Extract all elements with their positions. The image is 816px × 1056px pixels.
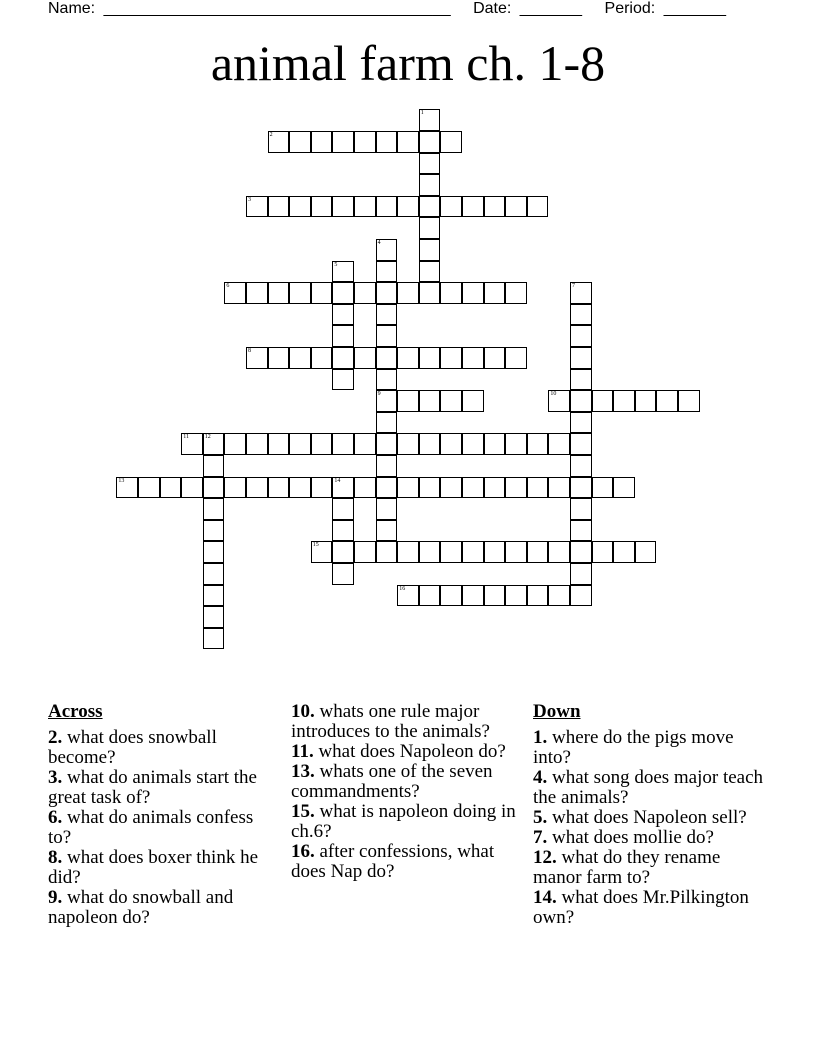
down-clue: [533, 728, 773, 768]
grid-cell[interactable]: [311, 196, 333, 218]
clue-number: 10: [550, 391, 557, 398]
clue-number: 12.: [533, 847, 557, 868]
grid-cell[interactable]: [505, 196, 527, 218]
clue-number: 14: [334, 477, 341, 484]
date-line[interactable]: _______: [519, 0, 583, 17]
grid-cell[interactable]: [419, 390, 441, 412]
grid-cell[interactable]: [268, 433, 290, 455]
grid-cell[interactable]: [462, 477, 484, 499]
clue-number: 12: [204, 434, 211, 441]
grid-cell[interactable]: [570, 369, 592, 391]
grid-cell[interactable]: [354, 131, 376, 153]
grid-cell[interactable]: [376, 477, 398, 499]
grid-cell[interactable]: [160, 477, 182, 499]
grid-cell[interactable]: [505, 347, 527, 369]
down-clue: [533, 828, 773, 848]
clue-number: 16: [399, 585, 406, 592]
grid-cell[interactable]: [397, 196, 419, 218]
clue-number: 8.: [48, 847, 63, 868]
across-clue: [291, 762, 516, 802]
clue-text: what song does major teach the animals?: [533, 767, 764, 808]
clue-number: 4: [377, 240, 381, 246]
grid-cell[interactable]: [419, 153, 441, 175]
grid-cell[interactable]: [570, 390, 592, 412]
clue-text: what does Napoleon do?: [313, 741, 506, 762]
clue-number: 13.: [291, 761, 315, 782]
grid-cell[interactable]: [203, 455, 225, 477]
grid-cell[interactable]: [203, 477, 225, 499]
grid-cell[interactable]: [440, 390, 462, 412]
grid-cell[interactable]: [311, 282, 333, 304]
grid-cell[interactable]: [268, 477, 290, 499]
clue-text: what does mollie do?: [547, 827, 714, 848]
grid-cell[interactable]: [332, 369, 354, 391]
grid-cell[interactable]: [376, 325, 398, 347]
clue-number: 6: [226, 283, 230, 290]
grid-cell[interactable]: [203, 563, 225, 585]
grid-cell[interactable]: [376, 498, 398, 520]
grid-cell[interactable]: [268, 131, 290, 153]
grid-cell[interactable]: [440, 585, 462, 607]
grid-cell[interactable]: [548, 477, 570, 499]
grid-cell[interactable]: [181, 433, 203, 455]
across-clues-col-2: [291, 702, 516, 882]
grid-cell[interactable]: [246, 477, 268, 499]
grid-cell[interactable]: [548, 390, 570, 412]
grid-cell[interactable]: [527, 196, 549, 218]
clue-text: what do animals start the great task of?: [48, 767, 257, 808]
grid-cell[interactable]: [376, 433, 398, 455]
grid-cell[interactable]: [376, 131, 398, 153]
clue-number: 8: [248, 348, 251, 354]
grid-cell[interactable]: [332, 563, 354, 585]
grid-cell[interactable]: [527, 477, 549, 499]
grid-cell[interactable]: [484, 196, 506, 218]
clue-text: where do the pigs move into?: [533, 727, 734, 768]
down-clue: [533, 848, 773, 888]
grid-cell[interactable]: [376, 369, 398, 391]
grid-cell[interactable]: [462, 282, 484, 304]
grid-cell[interactable]: [440, 196, 462, 218]
across-clue: [48, 888, 273, 928]
grid-cell[interactable]: [570, 520, 592, 542]
across-clue: [291, 842, 516, 882]
grid-cell[interactable]: [419, 585, 441, 607]
grid-cell[interactable]: [505, 477, 527, 499]
grid-cell[interactable]: [505, 282, 527, 304]
grid-cell[interactable]: [570, 282, 592, 304]
grid-cell[interactable]: [570, 563, 592, 585]
puzzle-title: animal farm ch. 1-8: [210, 35, 606, 91]
grid-cell[interactable]: [419, 131, 441, 153]
grid-cell[interactable]: [332, 347, 354, 369]
grid-cell[interactable]: [548, 541, 570, 563]
grid-cell[interactable]: [527, 585, 549, 607]
clue-number: 9.: [48, 887, 63, 908]
grid-cell[interactable]: [311, 347, 333, 369]
grid-cell[interactable]: [376, 282, 398, 304]
grid-cell[interactable]: [246, 347, 268, 369]
grid-cell[interactable]: [289, 433, 311, 455]
grid-cell[interactable]: [203, 541, 225, 563]
grid-cell[interactable]: [354, 541, 376, 563]
grid-cell[interactable]: [332, 261, 354, 283]
grid-cell[interactable]: [376, 196, 398, 218]
name-line[interactable]: _______________________________________: [103, 0, 451, 17]
grid-cell[interactable]: [354, 282, 376, 304]
grid-cell[interactable]: [332, 541, 354, 563]
across-clue: [291, 742, 516, 762]
grid-cell[interactable]: [397, 585, 419, 607]
grid-cell[interactable]: [289, 347, 311, 369]
grid-cell[interactable]: [570, 498, 592, 520]
down-clue: [533, 768, 773, 808]
clue-number: 16.: [291, 841, 315, 862]
grid-cell[interactable]: [462, 541, 484, 563]
clue-text: what does snowball become?: [48, 727, 217, 768]
grid-cell[interactable]: [570, 325, 592, 347]
grid-cell[interactable]: [484, 477, 506, 499]
grid-cell[interactable]: [289, 477, 311, 499]
grid-cell[interactable]: [376, 455, 398, 477]
grid-cell[interactable]: [268, 282, 290, 304]
grid-cell[interactable]: [332, 196, 354, 218]
clue-number: 15: [312, 542, 319, 549]
grid-cell[interactable]: [570, 412, 592, 434]
grid-cell[interactable]: [289, 196, 311, 218]
clue-number: 14.: [533, 887, 557, 908]
grid-cell[interactable]: [440, 282, 462, 304]
grid-cell[interactable]: [527, 541, 549, 563]
date-label: Date:: [473, 0, 512, 17]
grid-cell[interactable]: [613, 541, 635, 563]
grid-cell[interactable]: [332, 477, 354, 499]
down-clue: [533, 808, 773, 828]
grid-cell[interactable]: [376, 239, 398, 261]
clue-text: what do they rename manor farm to?: [533, 847, 721, 888]
clue-number: 10.: [291, 701, 315, 722]
grid-cell[interactable]: [354, 433, 376, 455]
grid-cell[interactable]: [440, 131, 462, 153]
clue-text: after confessions, what does Nap do?: [291, 841, 495, 882]
grid-cell[interactable]: [484, 282, 506, 304]
clue-text: what does Mr.Pilkington own?: [533, 887, 749, 928]
grid-cell[interactable]: [289, 131, 311, 153]
grid-cell[interactable]: [332, 498, 354, 520]
grid-cell[interactable]: [484, 585, 506, 607]
period-line[interactable]: _______: [663, 0, 726, 17]
grid-cell[interactable]: [397, 347, 419, 369]
clue-number: 7: [572, 283, 575, 290]
grid-cell[interactable]: [548, 585, 570, 607]
grid-cell[interactable]: [592, 390, 614, 412]
grid-cell[interactable]: [419, 239, 441, 261]
grid-cell[interactable]: [484, 433, 506, 455]
grid-cell[interactable]: [203, 628, 225, 650]
clue-number: 9: [377, 391, 381, 398]
grid-cell[interactable]: [419, 217, 441, 239]
down-clues: [533, 702, 773, 928]
across-clue: [291, 702, 516, 742]
grid-cell[interactable]: [354, 196, 376, 218]
grid-cell[interactable]: [332, 433, 354, 455]
grid-cell[interactable]: [311, 477, 333, 499]
grid-cell[interactable]: [397, 131, 419, 153]
clue-number: 6.: [48, 807, 63, 828]
grid-cell[interactable]: [419, 196, 441, 218]
period-label: Period:: [604, 0, 656, 17]
clue-text: what does boxer think he did?: [48, 847, 259, 888]
grid-cell[interactable]: [570, 347, 592, 369]
clue-number: 13: [118, 477, 125, 484]
clue-number: 2: [269, 132, 273, 138]
grid-cell[interactable]: [376, 541, 398, 563]
clue-text: what does Napoleon sell?: [547, 807, 747, 828]
grid-cell[interactable]: [419, 477, 441, 499]
clue-number: 7.: [533, 827, 548, 848]
grid-cell[interactable]: [440, 541, 462, 563]
clue-text: what do snowball and napoleon do?: [48, 887, 234, 928]
grid-cell[interactable]: [397, 541, 419, 563]
grid-cell[interactable]: [462, 390, 484, 412]
grid-cell[interactable]: [311, 131, 333, 153]
grid-cell[interactable]: [505, 433, 527, 455]
grid-cell[interactable]: [419, 109, 441, 131]
grid-cell[interactable]: [570, 455, 592, 477]
grid-cell[interactable]: [462, 433, 484, 455]
clue-text: whats one rule major introduces to the animals?: [291, 701, 490, 742]
grid-cell[interactable]: [376, 304, 398, 326]
grid-cell[interactable]: [354, 347, 376, 369]
clue-number: 15.: [291, 801, 315, 822]
grid-cell[interactable]: [419, 347, 441, 369]
grid-cell[interactable]: [203, 606, 225, 628]
clue-text: what is napoleon doing in ch.6?: [291, 801, 516, 842]
grid-cell[interactable]: [635, 390, 657, 412]
grid-cell[interactable]: [570, 304, 592, 326]
grid-cell[interactable]: [268, 196, 290, 218]
grid-cell[interactable]: [268, 347, 290, 369]
clue-number: 5.: [533, 807, 548, 828]
grid-cell[interactable]: [246, 196, 268, 218]
grid-cell[interactable]: [116, 477, 138, 499]
grid-cell[interactable]: [440, 433, 462, 455]
grid-cell[interactable]: [397, 282, 419, 304]
clue-number: 5: [334, 261, 338, 268]
grid-cell[interactable]: [311, 541, 333, 563]
clue-number: 1: [420, 110, 424, 117]
grid-cell[interactable]: [138, 477, 160, 499]
across-clue: [48, 728, 273, 768]
across-clue: [48, 808, 273, 848]
grid-cell[interactable]: [203, 498, 225, 520]
grid-cell[interactable]: [462, 196, 484, 218]
grid-cell[interactable]: [332, 304, 354, 326]
grid-cell[interactable]: [419, 282, 441, 304]
grid-cell[interactable]: [181, 477, 203, 499]
clue-number: 4.: [533, 767, 548, 788]
grid-cell[interactable]: [484, 541, 506, 563]
grid-cell[interactable]: [419, 541, 441, 563]
grid-cell[interactable]: [635, 541, 657, 563]
grid-cell[interactable]: [613, 477, 635, 499]
across-heading: Across: [48, 701, 103, 722]
clue-number: 11: [183, 434, 189, 441]
across-clue: [48, 768, 273, 808]
grid-cell[interactable]: [592, 541, 614, 563]
grid-cell[interactable]: [203, 520, 225, 542]
grid-cell[interactable]: [332, 325, 354, 347]
down-heading: Down: [533, 701, 581, 722]
grid-cell[interactable]: [527, 433, 549, 455]
clue-text: whats one of the seven commandments?: [291, 761, 493, 802]
grid-cell[interactable]: [397, 433, 419, 455]
clue-number: 11.: [291, 741, 314, 762]
grid-cell[interactable]: [203, 433, 225, 455]
grid-cell[interactable]: [224, 477, 246, 499]
clue-text: what do animals confess to?: [48, 807, 254, 848]
grid-cell[interactable]: [419, 261, 441, 283]
grid-cell[interactable]: [440, 477, 462, 499]
grid-cell[interactable]: [570, 433, 592, 455]
grid-cell[interactable]: [203, 585, 225, 607]
grid-cell[interactable]: [613, 390, 635, 412]
grid-cell[interactable]: [462, 585, 484, 607]
grid-cell[interactable]: [246, 433, 268, 455]
grid-cell[interactable]: [548, 433, 570, 455]
grid-cell[interactable]: [224, 282, 246, 304]
grid-cell[interactable]: [678, 390, 700, 412]
clue-number: 2.: [48, 727, 63, 748]
clue-number: 3: [248, 196, 251, 203]
grid-cell[interactable]: [246, 282, 268, 304]
grid-cell[interactable]: [397, 477, 419, 499]
clue-number: 3.: [48, 767, 63, 788]
clue-number: 1.: [533, 727, 548, 748]
grid-cell[interactable]: [592, 477, 614, 499]
grid-cell[interactable]: [376, 347, 398, 369]
grid-cell[interactable]: [570, 541, 592, 563]
grid-cell[interactable]: [354, 477, 376, 499]
grid-cell[interactable]: [376, 261, 398, 283]
grid-cell[interactable]: [419, 433, 441, 455]
grid-cell[interactable]: [505, 585, 527, 607]
across-clues-col-1: [48, 702, 273, 928]
grid-cell[interactable]: [332, 520, 354, 542]
grid-cell[interactable]: [332, 282, 354, 304]
across-clue: [291, 802, 516, 842]
grid-cell[interactable]: [440, 347, 462, 369]
grid-cell[interactable]: [397, 390, 419, 412]
grid-cell[interactable]: [462, 347, 484, 369]
grid-cell[interactable]: [376, 520, 398, 542]
grid-cell[interactable]: [484, 347, 506, 369]
grid-cell[interactable]: [311, 433, 333, 455]
grid-cell[interactable]: [656, 390, 678, 412]
grid-cell[interactable]: [570, 585, 592, 607]
across-clue: [48, 848, 273, 888]
grid-cell[interactable]: [570, 477, 592, 499]
down-clue: [533, 888, 773, 928]
grid-cell[interactable]: [419, 174, 441, 196]
grid-cell[interactable]: [376, 412, 398, 434]
name-label: Name:: [48, 0, 96, 17]
grid-cell[interactable]: [376, 390, 398, 412]
grid-cell[interactable]: [224, 433, 246, 455]
grid-cell[interactable]: [289, 282, 311, 304]
grid-cell[interactable]: [332, 131, 354, 153]
grid-cell[interactable]: [505, 541, 527, 563]
